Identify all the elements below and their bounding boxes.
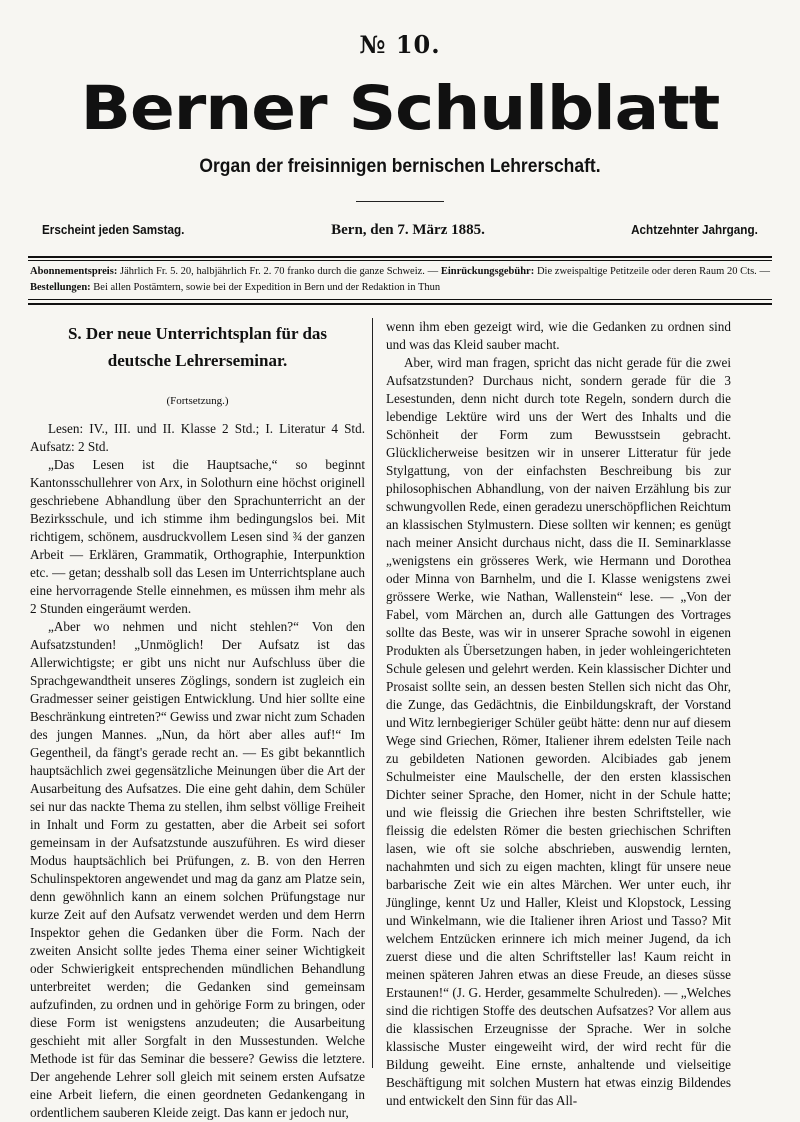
header-rule-bottom <box>28 303 772 305</box>
publication-frequency: Erscheint jeden Samstag. <box>42 222 185 237</box>
article-column-left <box>30 318 365 1122</box>
paragraph: „Das Lesen ist die Hauptsache,“ so beginnt Kantonsschullehrer von Arx, in Solothurn eine höchst originell geschriebene Abhandlung über den Sprachunterricht an der Bezirksschule, und ich stimme ihm bedingungslos bei. Mit richtigem, schönem, ausdruckvollem Lesen sind ¾ der ganzen Arbeit — Erklären, Grammatik, Orthographie, Interpunktion etc. — getan; desshalb soll das Lesen im Unterrichtsplane auch eine hervorragende Stelle einnehmen, es müssen ihm mehr als 2 Stunden eingeräumt werden. <box>30 457 365 616</box>
continuation-note: (Fortsetzung.) <box>166 395 229 407</box>
paragraph: wenn ihm eben gezeigt wird, wie die Gedanken zu ordnen sind und was das Kleid sauber macht. <box>386 319 731 352</box>
orders-text: Bei allen Postämtern, sowie bei der Expedition in Bern und der Redaktion in Thun <box>93 282 441 293</box>
subscription-label: Abonnementspreis: <box>30 266 118 277</box>
newspaper-title: Berner Schulblatt <box>80 73 720 144</box>
header-rule-top <box>28 256 772 258</box>
paragraph: Lesen: IV., III. und II. Klasse 2 Std.; I. Literatur 4 Std. Aufsatz: 2 Std. <box>30 421 365 454</box>
subscription-text: Jährlich Fr. 5. 20, halbjährlich Fr. 2. 70 franko durch die ganze Schweiz. — <box>120 266 439 277</box>
paragraph: „Aber wo nehmen und nicht stehlen?“ Von den Aufsatzstunden! „Unmöglich! Der Aufsatz ist das Allerwichtigste; er gibt uns nicht nur Aufschluss über die Sprachgewandtheit unseres Zöglings, sondern ist zugleich ein Gradmesser seiner geistigen Entwicklung. Und hier sollte eine Beschränkung eintreten?“ Gewiss und zwar nicht zum Schaden des jungen Mannes. „Nun, da hört aber alles auf!“ Im Gegentheil, da fängt's gerade recht an. — Es gibt bekanntlich hauptsächlich zwei gegensätzliche Meinungen über die Art der Ausarbeitung des Aufsatzes. Die eine geht dahin, dem Schüler sei nur das nackte Thema zu stellen, ihm selbst völlige Freiheit in Inhalt und Form zu gestatten, aber die Arbeit sei sofort gemeinsam in der Aufsatzstunde auszuführen. Es wird dieser Modus hauptsächlich bei Prüfungen, z. B. von den Herren Schulinspektoren angewendet und mag da ganz am Platze sein, denn gewöhnlich kann an einem solchen Prüfungstage nur kurze Zeit auf den Aufsatz verwendet werden und dem Herrn Inspektor gehen die Gedanken über die Form. Nach der zweiten Ansicht sollte jedes Thema einer seiner Wichtigkeit oder Schwierigkeit entsprechenden mündlichen Behandlung unterbreitet werden; die Gedanken sind gemeinsam aufzufinden, zu ordnen und in gehörige Form zu bringen, oder diese Form ist wenigstens anzudeuten; die Ausarbeitung geschieht mit aller Sorgfalt in den Mussestunden. Welche Methode ist für das Seminar die bessere? Gewiss die letztere. Der angehende Lehrer soll gleich mit seinem ersten Aufsatze eine Arbeit liefern, die einen geordneten Gedankengang in ordentlichem sauberen Kleide zeigt. Das kann er jedoch nur, <box>30 619 365 1120</box>
volume-year: Achtzehnter Jahrgang. <box>631 222 758 237</box>
header-rule-bottom-thin <box>28 299 772 300</box>
orders-label: Bestellungen: <box>30 282 91 293</box>
header-rule-top-thin <box>28 260 772 261</box>
insertion-fee-label: Einrückungsgebühr: <box>440 266 535 277</box>
issue-number: № 10. <box>359 30 441 59</box>
subtitle-divider <box>356 201 444 202</box>
newspaper-subtitle: Organ der freisinnigen bernischen Lehrerschaft. <box>199 156 601 177</box>
issue-date: Bern, den 7. März 1885. <box>331 222 485 238</box>
article-heading-line1: S. Der neue Unterrichtsplan für das <box>67 324 328 343</box>
column-divider <box>372 318 373 1068</box>
dateline <box>28 222 772 244</box>
article-heading-line2: deutsche Lehrerseminar. <box>107 351 288 370</box>
article-column-right <box>386 318 731 1110</box>
insertion-fee-text: Die zweispaltige Petitzeile oder deren Raum 20 Cts. — <box>536 266 771 277</box>
subscription-info <box>30 264 770 296</box>
paragraph: Aber, wird man fragen, spricht das nicht gerade für die zwei Aufsatzstunden? Durchaus nicht, sondern gerade für die 3 Lesestunden, denn nicht durch tote Regeln, sondern durch die lebendige Lektüre wird uns der Wert des Inhalts und die Schönheit der Form zum Bewusstsein gebracht. Glücklicherweise besitzen wir in unserer Litteratur für jede Stylgattung, von der einfachsten Beschreibung bis zur philosophischen Abhandlung, von der naiven Erzählung bis zur schwungvollen Rede, einen geradezu unerschöpflichen Reichtum an klassischen Stylmustern. Diese sollten wir kennen; es genügt nach meiner Ansicht durchaus nicht, dass die II. Seminarklasse „wenigstens ein grösseres Werk, wie Hermann und Dorothea oder Minna von Barnhelm, und die I. Klasse wenigstens zwei grössere Werke, wie Nathan, Wallenstein“ lese. — „Von der Fabel, vom Märchen an, durch alle Gattungen des Vortrages sollte das Beste, was wir in unserer Sprache sowohl in eigenen Produkten als Übersetzungen haben, in jeder wohleingerichteten Schule gelesen und gelehrt werden. Kein klassischer Dichter und Prosaist sollte sein, an dessen besten Stellen sich nicht das Ohr, die Zunge, das Gedächtnis, die Einbildungskraft, der Vorstand und Witz lernbegieriger Schüler geübt hätte: denn nur auf diesem Wege sind Griechen, Römer, Italiener ihrem edelsten Teile nach zu gebildeten Nationen geworden. Alcibiades gab jenem Schulmeister eine Maulschelle, der den ersten klassischen Dichter seiner Sprache, den Homer, nicht in der Schule hatte; und wie fleissig die Griechen ihre besten Schriftsteller, wie fleissig die edelsten Römer die besten griechischen Schriften lasen, wie oft sie solche abschrieben, auswendig lernten, nachahmten und sich zu eigen machten, klingt für unsere neue barbarische Zeit wie ein altes Märchen. Wer unter euch, ihr Jünglinge, kennt Uz und Haller, Kleist und Klopstock, Lessing und Winkelmann, wie die Italiener ihren Ariost und Tasso? Mit welchem Entzücken erinnere ich mich meiner Jugend, da ich zuerst diese und die alten Schriftsteller las! Kaum reicht in meinen späteren Jahren etwas an diese Freude, an dieses süsse Erstaunen!“ (J. G. Herder, gesammelte Schulreden). — „Welches sind die richtigen Stoffe des deutschen Aufsatzes? Vor allem aus die klassischen Erzeugnisse der Sprache. Wer in solche klassische Muster eingeweiht wird, der wird recht für die Bildung geweiht. Eine ernste, anhaltende und vielseitige Beschäftigung mit solchen Mustern hat etwas einzig Bildendes und entwickelt den Sinn für das All- <box>386 355 731 1108</box>
